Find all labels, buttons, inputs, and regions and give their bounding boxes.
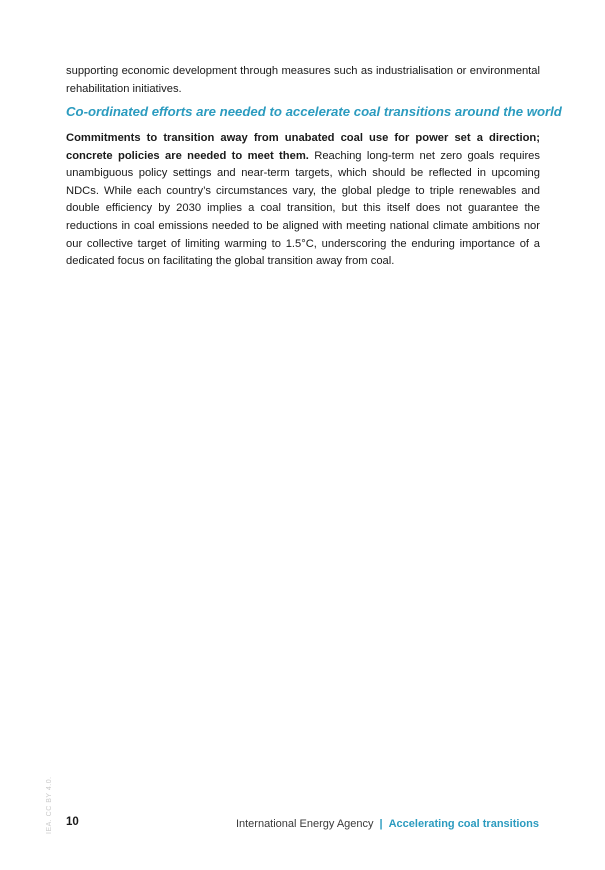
- page-footer: [236, 818, 539, 830]
- paragraph-body-text: Reaching long-term net zero goals requires unambiguous policy settings and near-term targets, which should be reflected in upcoming NDCs. While each country’s circumstances vary, the global pledge to triple renewables and double efficiency by 2030 implies a coal transition, but this itself does not guarantee the reductions in coal emissions needed to be aligned with meeting national climate ambitions nor our collective target of limiting warming to 1.5°C, underscoring the enduring importance of a dedicated focus on facilitating the global transition away from coal.: [66, 149, 540, 268]
- bold-lead-sentence: Commitments to transition away from unabated coal use for power set a direction; concrete policies are needed to meet them.: [66, 132, 540, 162]
- intro-paragraph: supporting economic development through measures such as industrialisation or environmental rehabilitation initiatives.: [66, 65, 540, 95]
- footer-separator: |: [379, 818, 383, 830]
- section-heading: Co-ordinated efforts are needed to accelerate coal transitions around the world: [66, 104, 562, 119]
- page-number: 10: [66, 816, 79, 828]
- license-watermark: IEA. CC BY 4.0.: [46, 776, 53, 834]
- footer-document-title: Accelerating coal transitions: [388, 818, 539, 830]
- footer-organization: International Energy Agency: [235, 818, 374, 830]
- body-paragraph: [66, 130, 540, 271]
